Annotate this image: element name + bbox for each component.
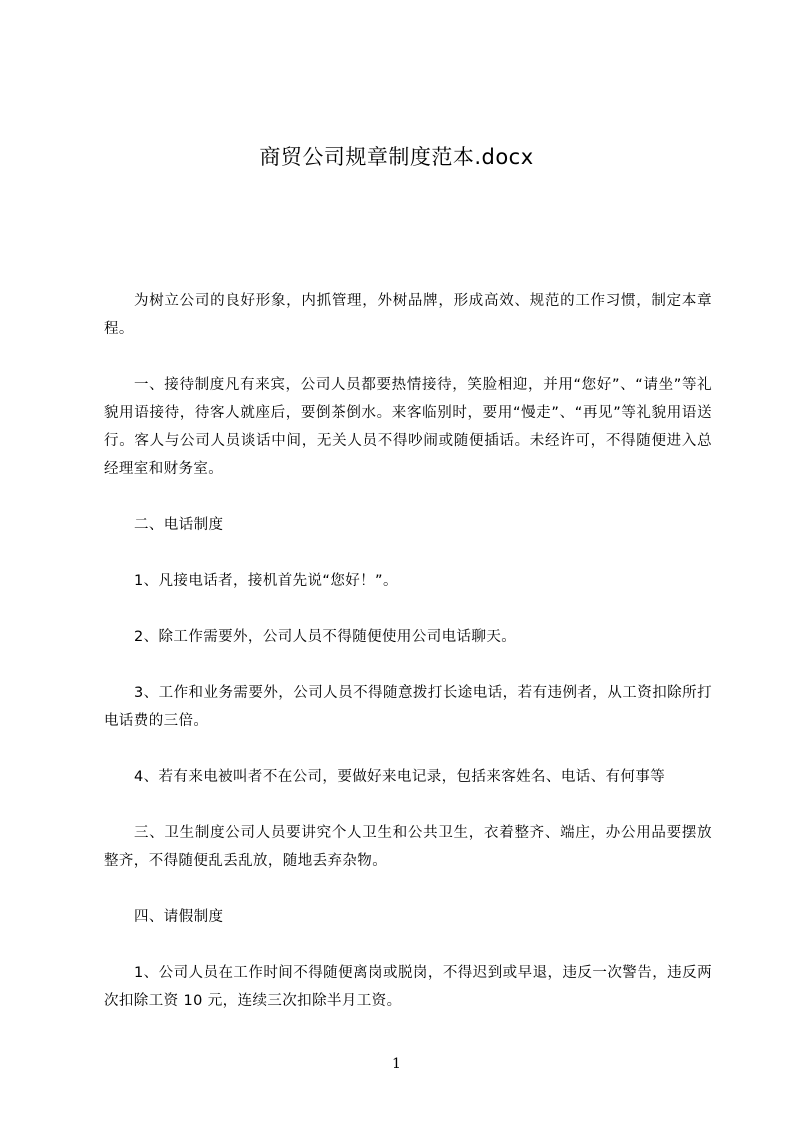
paragraph-telephone-rule-3: 3、工作和业务需要外，公司人员不得随意拨打长途电话，若有违例者，从工资扣除所打电话费的三倍。 xyxy=(104,685,712,729)
heading-leave-policy: 四、请假制度 xyxy=(134,909,224,925)
document-body xyxy=(104,287,712,1043)
page-number: 1 xyxy=(392,1056,401,1072)
heading-telephone-policy: 二、电话制度 xyxy=(134,517,224,533)
paragraph-reception-policy: 一、接待制度凡有来宾，公司人员都要热情接待，笑脸相迎，并用“您好”、“请坐”等礼貌用语接待，待客人就座后，要倒茶倒水。来客临别时，要用“慢走”、“再见”等礼貌用语送行。客人与公司人员谈话中间，无关人员不得吵闹或随便插话。未经许可，不得随便进入总经理室和财务室。 xyxy=(104,377,712,477)
paragraph-telephone-rule-1: 1、凡接电话者，接机首先说“您好！”。 xyxy=(134,573,398,589)
paragraph-intro: 为树立公司的良好形象，内抓管理，外树品牌，形成高效、规范的工作习惯，制定本章程。 xyxy=(104,293,712,337)
paragraph-telephone-rule-4: 4、若有来电被叫者不在公司，要做好来电记录，包括来客姓名、电话、有何事等 xyxy=(134,769,666,785)
paragraph-leave-rule-1: 1、公司人员在工作时间不得随便离岗或脱岗，不得迟到或早退，违反一次警告，违反两次扣除工资 10 元，连续三次扣除半月工资。 xyxy=(104,965,712,1009)
paragraph-telephone-rule-2: 2、除工作需要外，公司人员不得随便使用公司电话聊天。 xyxy=(134,629,517,645)
paragraph-hygiene-policy: 三、卫生制度公司人员要讲究个人卫生和公共卫生，衣着整齐、端庄，办公用品要摆放整齐，不得随便乱丢乱放，随地丢弃杂物。 xyxy=(104,825,712,869)
document-title: 商贸公司规章制度范本.docx xyxy=(259,145,534,169)
